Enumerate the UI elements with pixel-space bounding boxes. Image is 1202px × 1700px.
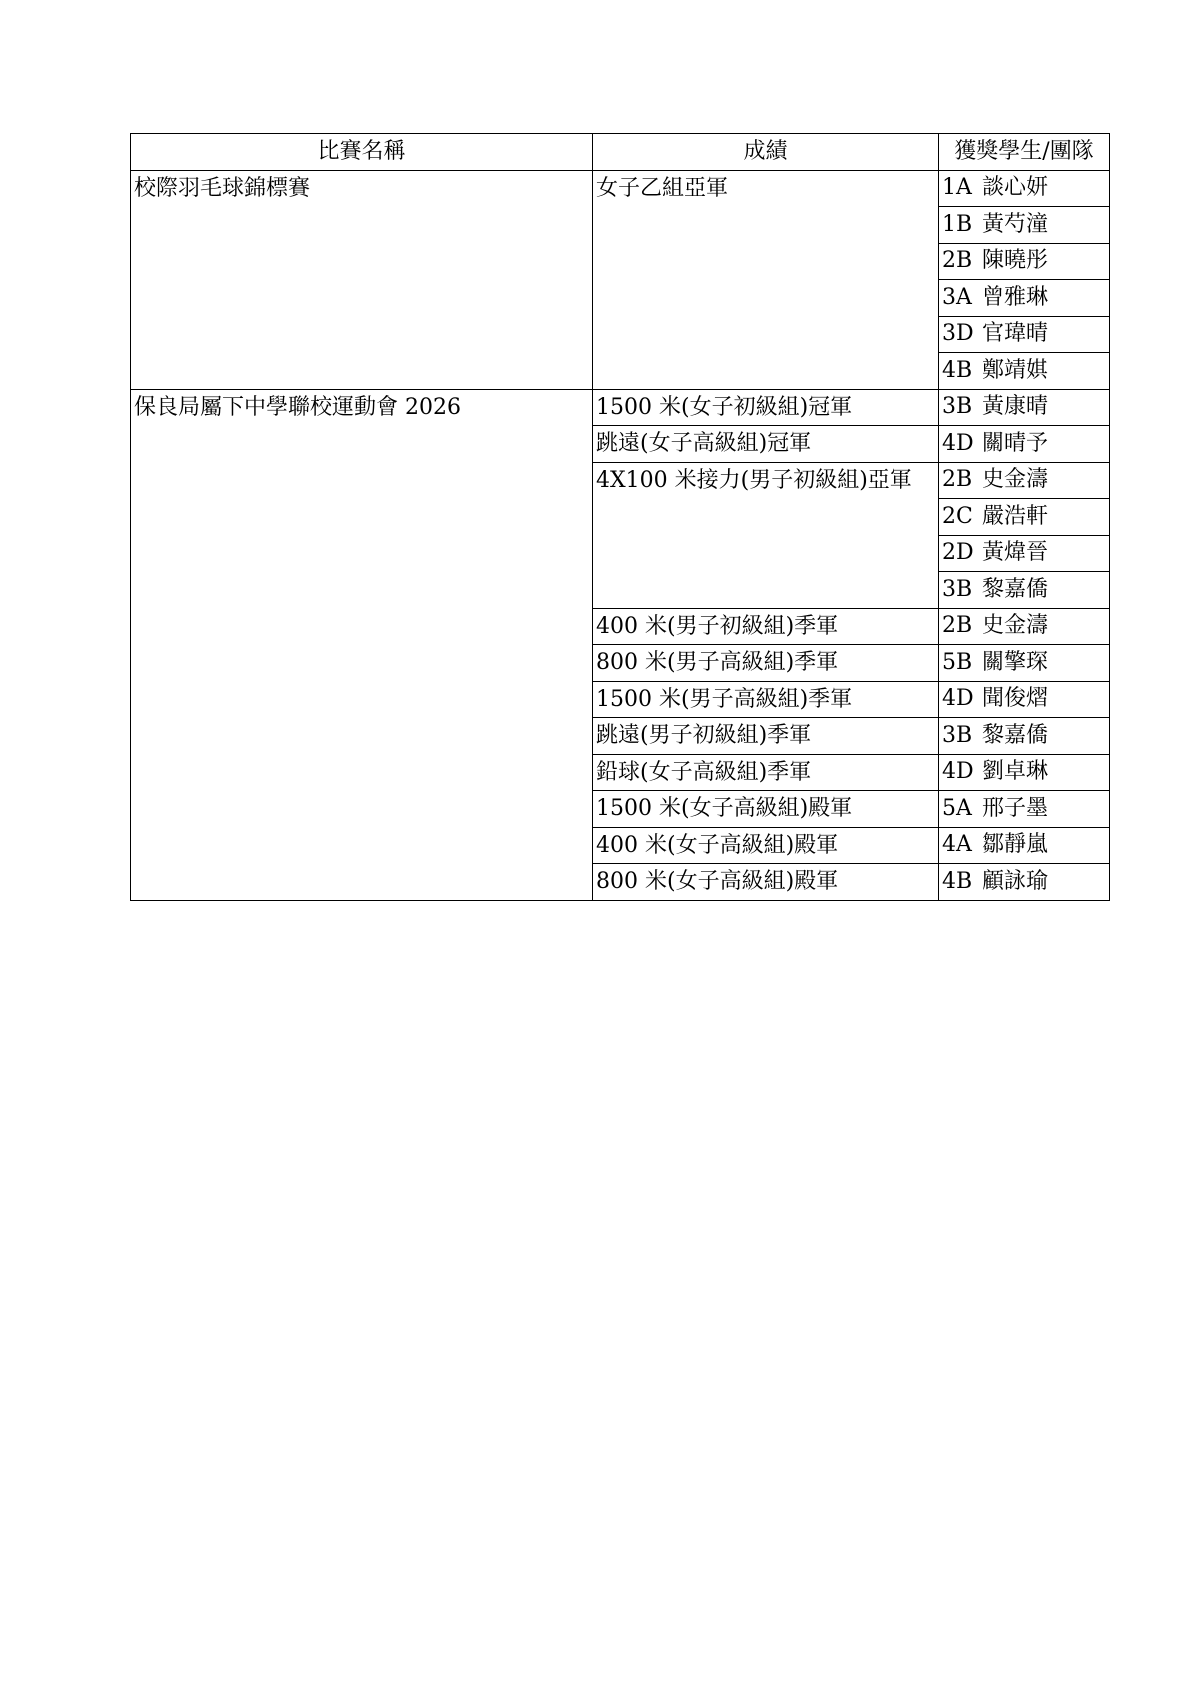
student-class: 4D <box>942 759 974 785</box>
student-cell <box>939 608 1110 645</box>
student-name: 顧詠瑜 <box>982 868 1049 894</box>
student-class: 3A <box>942 284 972 310</box>
result-cell: 跳遠(男子初級組)季軍 <box>593 718 939 755</box>
student-cell <box>939 791 1110 828</box>
student-cell <box>939 389 1110 426</box>
result-cell: 800 米(男子高級組)季軍 <box>593 645 939 682</box>
student-cell <box>939 170 1110 207</box>
student-class: 4B <box>942 868 973 894</box>
student-cell <box>939 316 1110 353</box>
student-cell <box>939 280 1110 317</box>
result-cell: 400 米(男子初級組)季軍 <box>593 608 939 645</box>
student-name: 嚴浩軒 <box>982 503 1049 529</box>
student-cell <box>939 207 1110 244</box>
student-name: 史金濤 <box>982 613 1049 639</box>
student-class: 3B <box>942 394 973 420</box>
student-class: 4D <box>942 430 974 456</box>
student-name: 官瑋晴 <box>982 321 1049 347</box>
student-name: 邢子墨 <box>982 795 1049 821</box>
student-class: 3B <box>942 576 973 602</box>
result-cell: 400 米(女子高級組)殿軍 <box>593 827 939 864</box>
student-name: 黃康晴 <box>982 394 1049 420</box>
student-name: 劉卓琳 <box>982 759 1049 785</box>
student-name: 黃芍潼 <box>982 211 1049 237</box>
student-name: 聞俊熠 <box>982 686 1049 712</box>
header-students: 獲獎學生/團隊 <box>939 134 1110 171</box>
student-class: 5B <box>942 649 973 675</box>
student-name: 黃煒晉 <box>982 540 1049 566</box>
competition-name: 保良局屬下中學聯校運動會 2026 <box>131 389 593 900</box>
student-name: 鄭靖娸 <box>982 357 1049 383</box>
student-name: 關擎琛 <box>982 649 1049 675</box>
student-cell <box>939 243 1110 280</box>
student-name: 黎嘉僑 <box>982 576 1049 602</box>
student-name: 曾雅琳 <box>982 284 1049 310</box>
student-cell <box>939 645 1110 682</box>
competition-name: 校際羽毛球錦標賽 <box>131 170 593 389</box>
header-result: 成績 <box>593 134 939 171</box>
student-name: 史金濤 <box>982 467 1049 493</box>
student-name: 陳曉彤 <box>982 248 1049 274</box>
student-class: 3D <box>942 321 974 347</box>
student-cell <box>939 864 1110 901</box>
student-cell <box>939 462 1110 499</box>
result-cell: 1500 米(男子高級組)季軍 <box>593 681 939 718</box>
header-competition: 比賽名稱 <box>131 134 593 171</box>
table-row <box>131 170 1110 207</box>
student-class: 4D <box>942 686 974 712</box>
student-cell <box>939 572 1110 609</box>
result-cell: 鉛球(女子高級組)季軍 <box>593 754 939 791</box>
student-class: 4A <box>942 832 972 858</box>
student-class: 4B <box>942 357 973 383</box>
result-cell: 1500 米(女子高級組)殿軍 <box>593 791 939 828</box>
student-cell <box>939 718 1110 755</box>
awards-body <box>131 170 1110 900</box>
student-cell <box>939 827 1110 864</box>
table-row <box>131 389 1110 426</box>
student-cell <box>939 353 1110 390</box>
student-name: 關晴予 <box>982 430 1049 456</box>
student-class: 5A <box>942 795 972 821</box>
header-row <box>131 134 1110 171</box>
student-cell <box>939 754 1110 791</box>
student-name: 鄒靜嵐 <box>982 832 1049 858</box>
result-cell: 800 米(女子高級組)殿軍 <box>593 864 939 901</box>
result-cell: 1500 米(女子初級組)冠軍 <box>593 389 939 426</box>
student-class: 3B <box>942 722 973 748</box>
student-cell <box>939 426 1110 463</box>
student-name: 談心妍 <box>982 175 1049 201</box>
student-class: 2B <box>942 613 973 639</box>
student-class: 1B <box>942 211 973 237</box>
student-cell <box>939 535 1110 572</box>
result-cell: 跳遠(女子高級組)冠軍 <box>593 426 939 463</box>
student-class: 2D <box>942 540 974 566</box>
student-class: 2B <box>942 467 973 493</box>
student-class: 2C <box>942 503 973 529</box>
student-name: 黎嘉僑 <box>982 722 1049 748</box>
student-class: 1A <box>942 175 972 201</box>
result-cell: 4X100 米接力(男子初級組)亞軍 <box>593 462 939 608</box>
student-cell <box>939 499 1110 536</box>
student-cell <box>939 681 1110 718</box>
result-cell: 女子乙組亞軍 <box>593 170 939 389</box>
student-class: 2B <box>942 248 973 274</box>
awards-table <box>130 133 1110 901</box>
